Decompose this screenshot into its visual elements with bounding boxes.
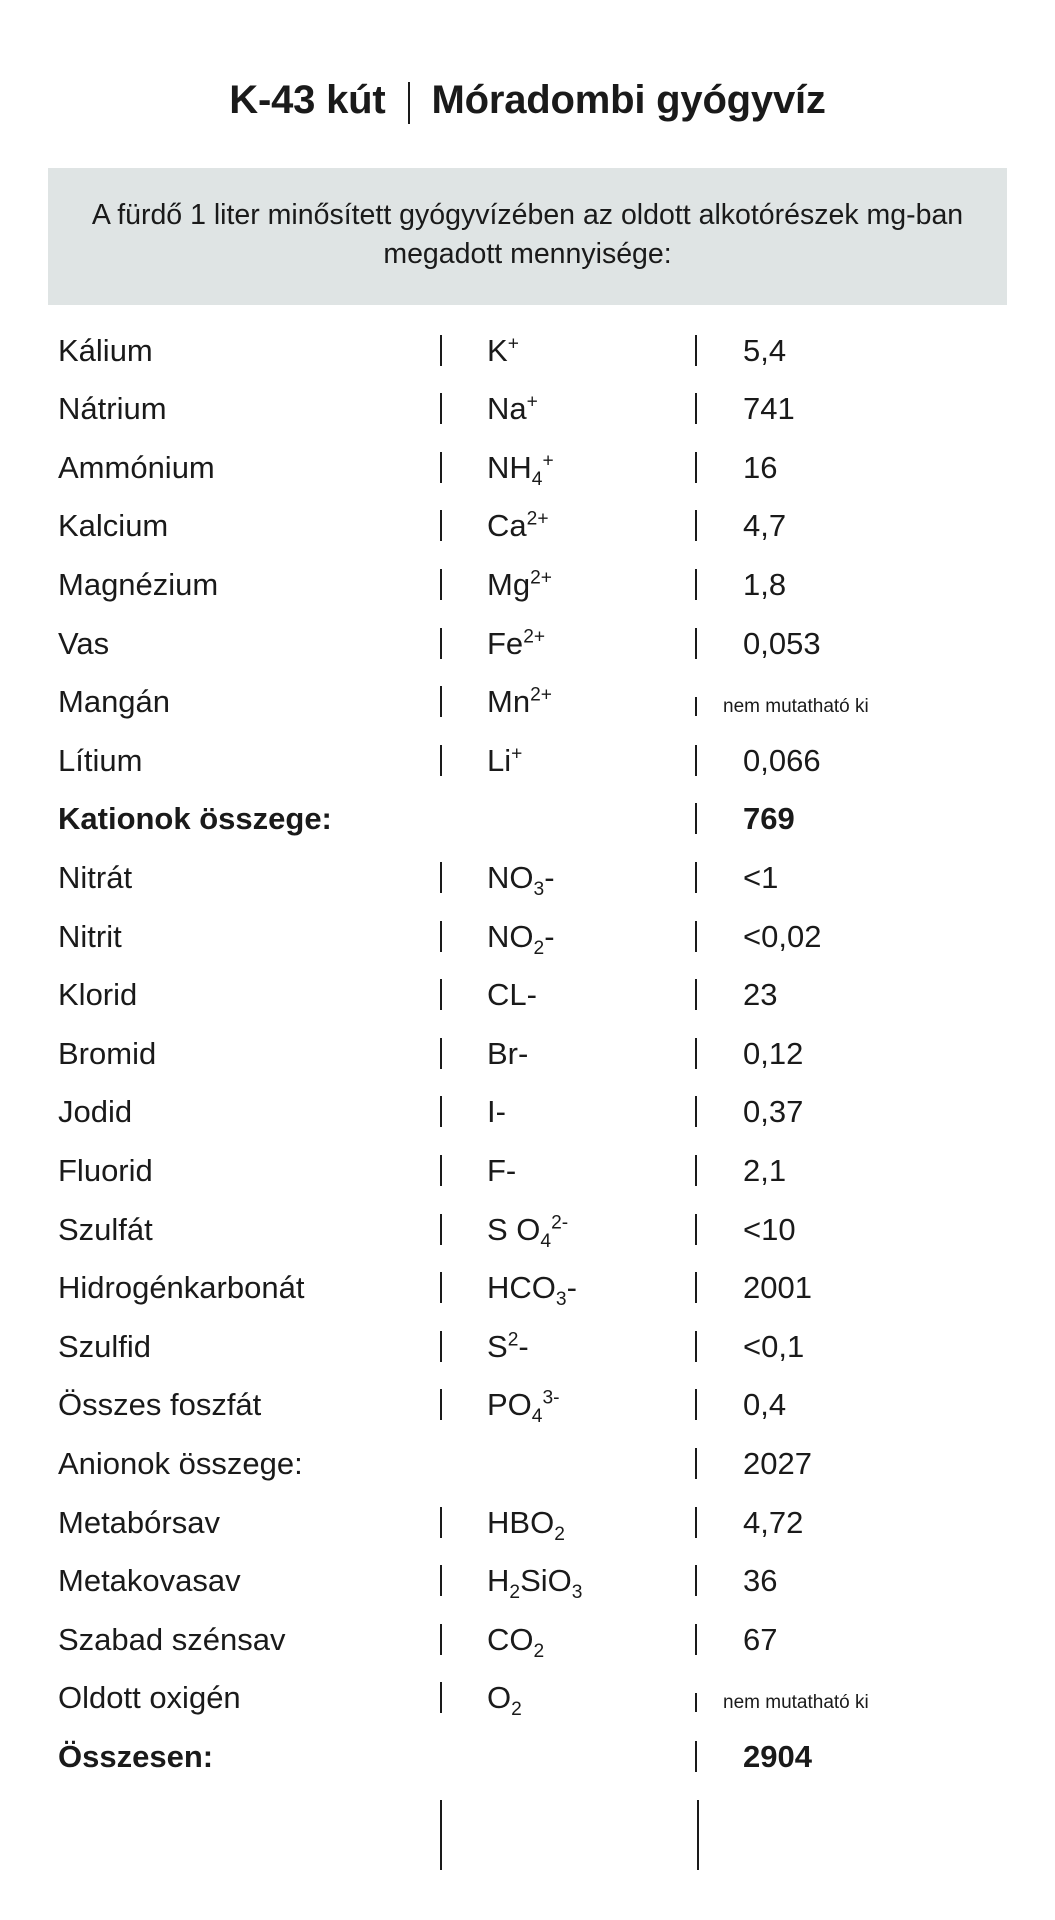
table-row [0,1504,1055,1566]
table-row [0,1621,1055,1683]
component-formula: $S^2-$ [440,1331,695,1362]
component-name: Összes foszfát [58,1387,262,1423]
component-value: 0,4 [695,1389,1055,1420]
component-name: Bromid [58,1035,157,1071]
table-row [0,1565,1055,1624]
component-value: <0,02 [695,921,1055,952]
component-name: Metabórsav [58,1504,220,1540]
component-value: 0,053 [695,628,1055,659]
component-formula: $Fe^{2+}$ [440,628,695,659]
component-name: Szabad szénsav [58,1621,286,1657]
component-name: Szulfát [58,1211,153,1247]
table-row [0,1389,1055,1448]
component-value: 2904 [695,1741,1055,1772]
component-name: Magnézium [58,567,219,603]
component-value: 2027 [695,1448,1055,1479]
table-row [0,1211,1055,1273]
table-row [0,1328,1055,1390]
component-value: nem mutatható ki [695,1693,1055,1712]
component-value: 16 [695,452,1055,483]
component-formula: $NO_2-$ [440,921,695,952]
table-row [0,1272,1055,1331]
table-row [0,1445,1055,1507]
component-value: <10 [695,1214,1055,1245]
component-value: 4,7 [695,510,1055,541]
table-row [0,393,1055,452]
component-formula: $H_2SiO_3$ [440,1565,695,1596]
component-name: Oldott oxigén [58,1680,241,1716]
component-value: 769 [695,803,1055,834]
component-name: Fluorid [58,1152,153,1188]
component-value: <1 [695,862,1055,893]
title-well-id: K-43 kút [229,78,386,122]
table-row [0,862,1055,921]
component-formula: $CO_2$ [440,1624,695,1655]
component-value: <0,1 [695,1331,1055,1362]
component-formula: $HBO_2$ [440,1507,695,1538]
title-water-name: Móradombi gyógyvíz [431,78,826,122]
component-formula: $HCO_3-$ [440,1272,695,1303]
component-name: Nitrát [58,860,133,895]
component-formula: F- [440,1155,695,1186]
component-name: Összesen: [58,1738,214,1774]
component-name: Jodid [58,1094,133,1130]
table-row [0,569,1055,628]
banner-text: A fürdő 1 liter minősített gyógyvízében az oldott alkotórészek mg-ban megadott mennyisége: [91,199,964,271]
component-value: 1,8 [695,569,1055,600]
component-name: Hidrogénkarbonát [58,1270,305,1306]
component-value: 0,37 [695,1096,1055,1127]
component-value: 2001 [695,1272,1055,1303]
component-formula: $Mg^{2+}$ [440,569,695,600]
component-name: Ammónium [58,449,215,485]
page-title [0,0,1055,122]
component-value: 741 [695,393,1055,424]
table-row [0,1096,1055,1155]
table-row [0,979,1055,1038]
title-divider [408,82,410,124]
component-value: nem mutatható ki [695,697,1055,716]
table-row [0,742,1055,804]
component-formula: $PO_4^{3-}$ [440,1389,695,1420]
table-row [0,1152,1055,1214]
component-name: Klorid [58,977,138,1013]
component-formula: $Ca^{2+}$ [440,510,695,541]
component-value: 4,72 [695,1507,1055,1538]
component-value: 67 [695,1624,1055,1655]
component-name: Lítium [58,742,143,778]
table-row [0,332,1055,394]
title-group [229,78,825,122]
component-formula: S $O_4^{2-}$ [440,1214,695,1245]
component-formula: K+ [440,335,695,366]
component-name: Nitrit [58,918,122,954]
component-formula: $O_2$ [440,1682,695,1713]
subtitle-banner [48,168,1007,305]
component-name: Nátrium [58,391,167,427]
component-value: 36 [695,1565,1055,1596]
component-name: Kalcium [58,508,169,544]
rule-tail-formula [440,1800,697,1870]
component-name: Kationok összege: [58,801,332,837]
component-value: 0,066 [695,745,1055,776]
component-value: 23 [695,979,1055,1010]
table-row [0,625,1055,687]
component-name: Anionok összege: [58,1445,303,1481]
component-value: 0,12 [695,1038,1055,1069]
rule-tail-name [0,1800,440,1870]
component-formula: $NO_3-$ [440,862,695,893]
table-row [0,449,1055,511]
component-formula: Li+ [440,745,695,776]
component-formula: $Mn^{2+}$ [440,686,695,717]
composition-table [0,332,1055,1800]
table-row [0,1682,1055,1741]
component-formula: CL- [440,979,695,1010]
table-row [0,686,1055,745]
table-row [0,1738,1055,1800]
component-value: 5,4 [695,335,1055,366]
component-formula: $NH_4^+$ [440,452,695,483]
component-value: 2,1 [695,1155,1055,1186]
component-name: Szulfid [58,1328,152,1364]
table-row [0,803,1055,862]
component-formula: Na+ [440,393,695,424]
component-name: Kálium [58,332,153,368]
component-name: Metakovasav [58,1563,241,1599]
column-rule-tail [0,1800,1055,1870]
table-row [0,1035,1055,1097]
table-row [0,510,1055,569]
table-row [0,918,1055,980]
component-formula: Br- [440,1038,695,1069]
component-formula: I- [440,1096,695,1127]
component-name: Vas [58,625,110,661]
component-name: Mangán [58,684,171,720]
rule-tail-value [697,1800,1055,1870]
